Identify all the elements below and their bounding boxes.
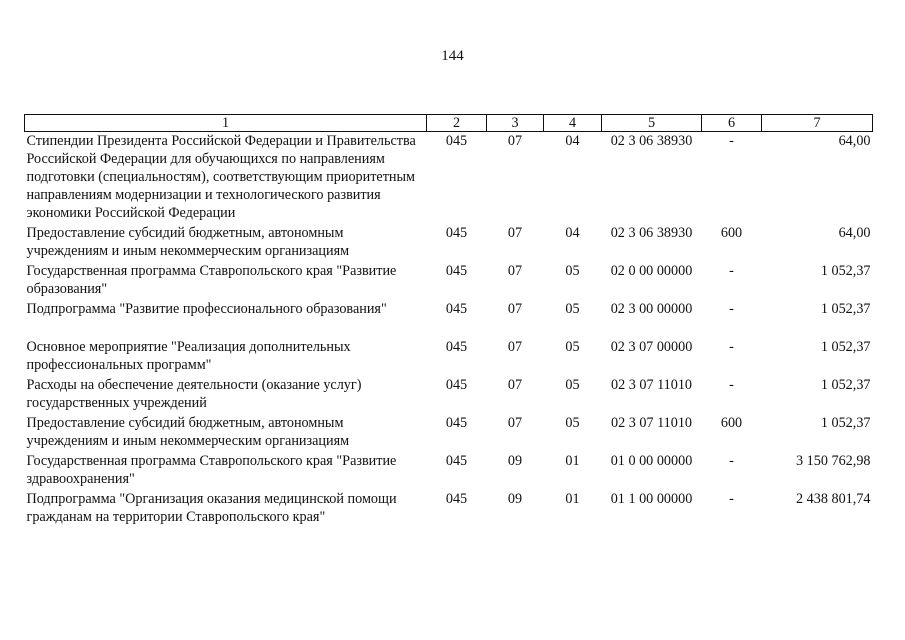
row-col-2: 045 [445,263,468,279]
header-col-4: 4 [544,115,602,132]
row-col-6: - [729,133,734,149]
row-name: Подпрограмма "Развитие профессионального образования" [26,301,387,317]
row-col-2: 045 [445,453,468,469]
row-amount: 2 438 801,74 [796,491,871,507]
table-row [25,452,873,490]
header-row [25,115,873,132]
header-col-5: 5 [602,115,702,132]
row-name: Государственная программа Ставропольского края "Развитие образования" [26,263,397,297]
table-body [25,132,873,529]
table-row [25,300,873,338]
row-amount: 1 052,37 [820,263,871,279]
row-col-4: 01 [565,491,580,507]
row-amount: 64,00 [838,133,871,149]
table-row [25,414,873,452]
header-col-7: 7 [762,115,873,132]
row-col-3: 07 [507,225,523,241]
row-col-5: 01 0 00 00000 [610,453,693,469]
row-amount: 64,00 [838,225,871,241]
header-col-6: 6 [702,115,762,132]
table-row [25,224,873,262]
row-col-6: - [729,377,734,393]
row-col-5: 02 3 07 11010 [610,377,693,393]
table-row [25,376,873,414]
row-amount: 1 052,37 [820,377,871,393]
table-row [25,262,873,300]
row-col-2: 045 [445,491,468,507]
row-col-2: 045 [445,377,468,393]
row-col-5: 02 3 06 38930 [610,133,693,149]
table-header [25,115,873,132]
row-col-6: 600 [720,415,743,431]
budget-table [24,114,873,528]
row-col-6: - [729,301,734,317]
row-name: Стипендии Президента Российской Федерации и Правительства Российской Федерации для обучающихся по направлениям подготовки (специальностям), соответствующим приоритетным направлениям модернизации и технологического развития экономики Российской Федерации [26,133,416,221]
row-col-3: 07 [507,415,523,431]
row-col-5: 02 3 07 11010 [610,415,693,431]
row-col-4: 05 [565,377,580,393]
row-col-4: 01 [565,453,580,469]
row-col-4: 05 [565,415,580,431]
row-amount: 1 052,37 [820,339,871,355]
page-number: 144 [441,48,464,64]
row-name: Государственная программа Ставропольского края "Развитие здравоохранения" [26,453,397,487]
row-col-4: 05 [565,301,580,317]
row-col-6: - [729,491,734,507]
row-name: Предоставление субсидий бюджетным, автономным учреждениям и иным некоммерческим организациям [26,225,350,259]
row-col-4: 04 [565,133,580,149]
row-col-3: 07 [507,377,523,393]
header-col-2: 2 [427,115,487,132]
row-col-4: 05 [565,339,580,355]
table-row [25,490,873,528]
row-col-6: - [729,339,734,355]
row-amount: 3 150 762,98 [796,453,871,469]
row-col-3: 07 [507,339,523,355]
row-col-3: 07 [507,263,523,279]
row-col-6: 600 [720,225,743,241]
row-col-6: - [729,453,734,469]
row-col-4: 05 [565,263,580,279]
header-col-3: 3 [487,115,544,132]
table-row [25,132,873,225]
row-col-6: - [729,263,734,279]
row-col-2: 045 [445,225,468,241]
row-name: Основное мероприятие "Реализация дополнительных профессиональных программ" [26,339,351,373]
row-col-5: 02 3 00 00000 [610,301,693,317]
row-col-4: 04 [565,225,580,241]
row-name: Предоставление субсидий бюджетным, автономным учреждениям и иным некоммерческим организациям [26,415,350,449]
row-col-5: 02 3 06 38930 [610,225,693,241]
row-col-2: 045 [445,415,468,431]
row-col-3: 07 [507,133,523,149]
row-col-5: 01 1 00 00000 [610,491,693,507]
row-amount: 1 052,37 [820,301,871,317]
row-col-2: 045 [445,301,468,317]
row-name: Расходы на обеспечение деятельности (оказание услуг) государственных учреждений [26,377,362,411]
row-col-3: 07 [507,301,523,317]
row-name: Подпрограмма "Организация оказания медицинской помощи гражданам на территории Ставропольского края" [26,491,397,525]
row-col-2: 045 [445,339,468,355]
row-col-5: 02 3 07 00000 [610,339,693,355]
row-col-2: 045 [445,133,468,149]
row-col-3: 09 [507,491,523,507]
row-amount: 1 052,37 [820,415,871,431]
row-col-3: 09 [507,453,523,469]
header-col-1: 1 [25,115,427,132]
row-col-5: 02 0 00 00000 [610,263,693,279]
table-row [25,338,873,376]
